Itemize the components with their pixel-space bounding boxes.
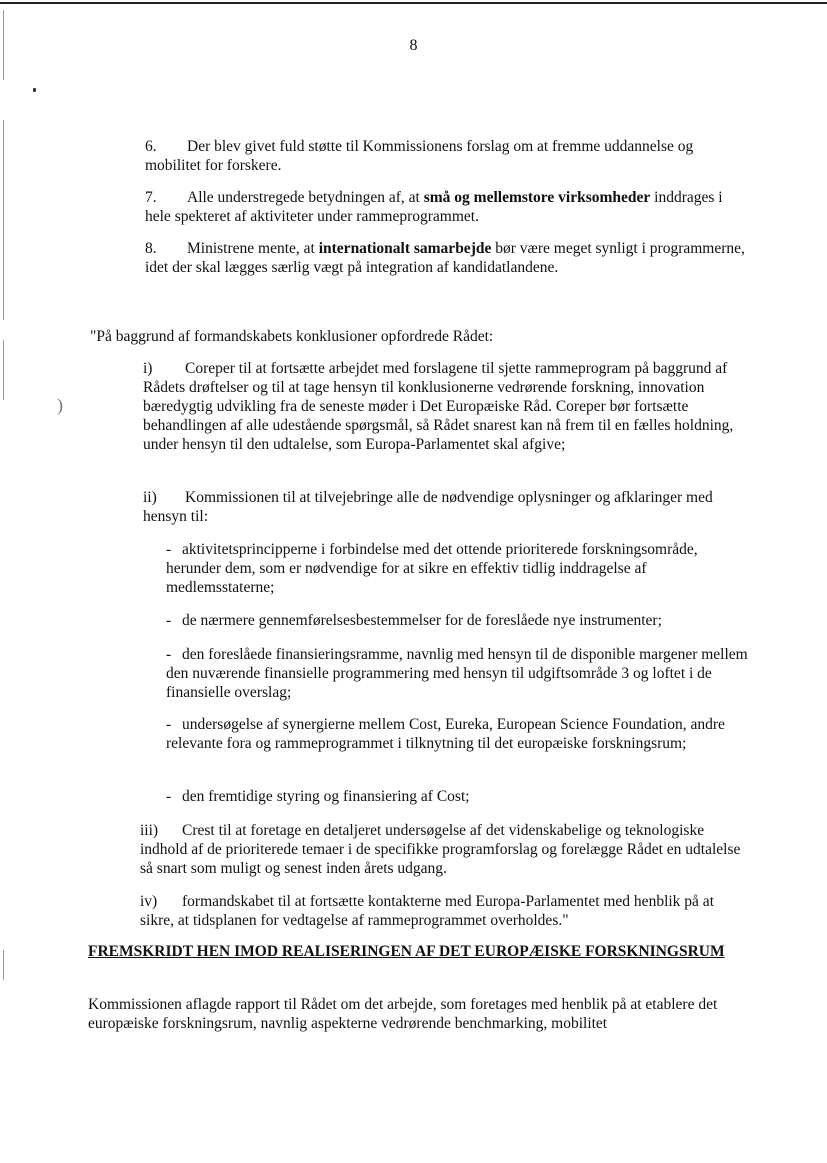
item-text-bold: små og mellemstore virksomheder: [423, 189, 651, 206]
conclusion-ii: [143, 488, 753, 526]
bullet-dash: -: [166, 612, 172, 629]
scan-left-margin-mark: [3, 120, 4, 320]
conclusion-text: Coreper til at fortsætte arbejdet med forslagene til sjette rammeprogram på baggrund af Rådets drøftelser og til at tage hensyn til konklusionerne vedrørende forskning, innovation bæredygtig udvikling fra de seneste møder i Det Europæiske Råd. Coreper bør fortsætte behandlingen af alle udestående spørgsmål, så Rådet snarest kan nå frem til en fælles holdning, under hensyn til den udtalelse, som Europa-Parlamentet skal afgive;: [143, 360, 734, 453]
conclusion-label: i): [143, 360, 153, 377]
bullet-item: [166, 787, 751, 806]
item-text-pre: Alle understregede betydningen af, at: [187, 189, 424, 206]
bullet-dash: -: [166, 716, 172, 733]
item-text: Der blev givet fuld støtte til Kommissionens forslag om at fremme uddannelse og mobilitet for forskere.: [145, 138, 694, 174]
bullet-item: [166, 715, 751, 753]
item-text-bold: internationalt samarbejde: [318, 240, 492, 257]
bullet-text: den foreslåede finansieringsramme, navnlig med hensyn til de disponible margener mellem den nuværende finansielle programmering med hensyn til udgiftsområde 3 og loftet i de finansielle overslag;: [166, 646, 748, 701]
conclusion-text: formandskabet til at fortsætte kontakterne med Europa-Parlamentet med henblik på at sikre, at tidsplanen for vedtagelse af rammeprogrammet overholdes.": [140, 893, 714, 929]
bullet-text: undersøgelse af synergierne mellem Cost, Eureka, European Science Foundation, andre relevante fora og rammeprogrammet i tilknytning til det europæiske forskningsrum;: [166, 716, 725, 752]
numbered-item-8: [145, 239, 745, 277]
conclusion-label: iv): [140, 893, 158, 910]
conclusions-intro: "På baggrund af formandskabets konklusioner opfordrede Rådet:: [90, 328, 494, 345]
item-text-pre: Ministrene mente, at: [187, 240, 319, 257]
item-text-post: bør være meget synligt i programmerne, idet der skal lægges særlig vægt på integration af kandidatlandene.: [145, 240, 745, 276]
scan-speck: [33, 88, 36, 92]
conclusion-i: [143, 359, 753, 454]
item-number: 7.: [145, 189, 157, 206]
numbered-item-7: [145, 188, 745, 226]
conclusion-iv: [140, 892, 750, 930]
scan-left-margin-mark: [3, 340, 4, 400]
conclusion-label: iii): [140, 822, 159, 839]
bullet-text: de nærmere gennemførelsesbestemmelser for de foreslåede nye instrumenter;: [182, 612, 662, 629]
item-number: 8.: [145, 240, 157, 257]
bullet-item: [166, 645, 751, 702]
body-paragraph: Kommissionen aflagde rapport til Rådet om det arbejde, som foretages med henblik på at etablere det europæiske forskningsrum, navnlig aspekterne vedrørende benchmarking, mobilitet: [88, 996, 718, 1032]
section-heading: FREMSKRIDT HEN IMOD REALISERINGEN AF DET EUROPÆISKE FORSKNINGSRUM: [88, 943, 725, 960]
bullet-dash: -: [166, 646, 172, 663]
item-number: 6.: [145, 138, 157, 155]
conclusion-text: Kommissionen til at tilvejebringe alle de nødvendige oplysninger og afklaringer med hensyn til:: [143, 489, 713, 525]
scan-top-border: [0, 2, 827, 4]
page-number: 8: [409, 37, 418, 54]
numbered-item-6: [145, 137, 745, 175]
conclusion-iii: [140, 821, 750, 878]
bullet-dash: -: [166, 541, 172, 558]
bullet-item: [166, 611, 751, 630]
item-text-post: inddrages i hele spekteret af aktiviteter under rammeprogrammet.: [145, 189, 723, 225]
scan-bracket-mark: ): [57, 395, 63, 415]
bullet-dash: -: [166, 788, 172, 805]
conclusion-text: Crest til at foretage en detaljeret undersøgelse af det videnskabelige og teknologiske indhold af de prioriterede temaer i de specifikke programforslag og forelægge Rådet en udtalelse så snart som muligt og senest inden årets udgang.: [140, 822, 741, 877]
scan-left-margin-mark: [3, 950, 4, 980]
bullet-text: aktivitetsprincipperne i forbindelse med det ottende prioriterede forskningsområde, herunder dem, som er nødvendige for at sikre en effektiv tidlig inddragelse af medlemsstaterne;: [166, 541, 698, 596]
bullet-text: den fremtidige styring og finansiering af Cost;: [182, 788, 470, 805]
conclusion-label: ii): [143, 489, 157, 506]
bullet-item: [166, 540, 751, 597]
